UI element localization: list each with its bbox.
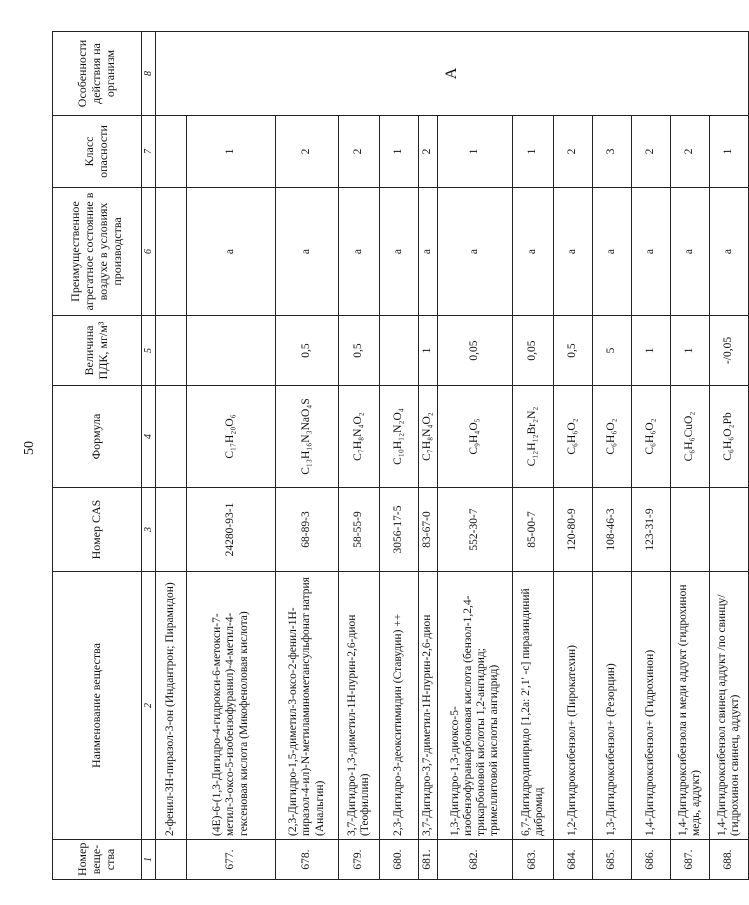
formula: C₁₇H₂₀O₆ bbox=[187, 386, 276, 488]
cas-number: 3056-17-5 bbox=[380, 488, 419, 572]
pdk-value: 0,05 bbox=[513, 316, 554, 386]
table-row bbox=[419, 32, 438, 880]
column-index: 8 bbox=[142, 32, 156, 116]
table-row bbox=[276, 32, 339, 880]
cas-number: 83-67-0 bbox=[419, 488, 438, 572]
aggregate-state: а bbox=[671, 188, 710, 316]
column-index: 6 bbox=[142, 188, 156, 316]
substance-name: 1,4-Дигидроксибензола и меди аддукт (гидрохинон медь, аддукт) bbox=[671, 572, 710, 840]
substance-name: 1,2-Дигидроксибензол+ (Пирокатехин) bbox=[554, 572, 593, 840]
substance-name: 3,7-Дигидро-3,7-диметил-1Н-пурин-2,6-дион bbox=[419, 572, 438, 840]
substance-name: 2,3-Дигидро-3-деокситимидин (Ставудин) ++ bbox=[380, 572, 419, 840]
hazard-class: 2 bbox=[554, 116, 593, 188]
effect-cell: А bbox=[156, 32, 749, 116]
header-name: Наименование вещества bbox=[53, 572, 142, 840]
cas-number: 120-80-9 bbox=[554, 488, 593, 572]
hazard-class: 1 bbox=[380, 116, 419, 188]
aggregate-state: а bbox=[593, 188, 632, 316]
hazard-class: 3 bbox=[593, 116, 632, 188]
hazard-class: 2 bbox=[632, 116, 671, 188]
substance-name: (4Е)-6-(1,3-Дигидро-4-гидрокси-6-метокси-7-метил-3-оксо-5-изобензофуранил)-4-метил-4-гексеновая кислота (Микофеноловая кислота) bbox=[187, 572, 276, 840]
cas-number: 68-89-3 bbox=[276, 488, 339, 572]
pdk-value: 1 bbox=[419, 316, 438, 386]
column-index: 7 bbox=[142, 116, 156, 188]
aggregate-state: а bbox=[632, 188, 671, 316]
column-index: 4 bbox=[142, 386, 156, 488]
substance-number: 685. bbox=[593, 840, 632, 880]
hazard-class: 2 bbox=[419, 116, 438, 188]
table-row bbox=[671, 32, 710, 880]
substance-number: 682. bbox=[438, 840, 513, 880]
hazard-class: 1 bbox=[710, 116, 749, 188]
column-index: 5 bbox=[142, 316, 156, 386]
formula: C₆H₆CuO₂ bbox=[671, 386, 710, 488]
column-index: 3 bbox=[142, 488, 156, 572]
substance-number: 677. bbox=[187, 840, 276, 880]
formula: C₆H₆O₂Pb bbox=[710, 386, 749, 488]
table-row bbox=[710, 32, 749, 880]
aggregate-state: а bbox=[339, 188, 380, 316]
substance-number: 686. bbox=[632, 840, 671, 880]
cas-number: 85-00-7 bbox=[513, 488, 554, 572]
pdk-value bbox=[187, 316, 276, 386]
substance-number: 678. bbox=[276, 840, 339, 880]
header-state: Преимущественное агрегатное состояние в воздухе в условиях производства bbox=[53, 188, 142, 316]
table-row-continuation bbox=[156, 32, 187, 880]
table-row bbox=[187, 32, 276, 880]
substance-number: 680. bbox=[380, 840, 419, 880]
substances-table bbox=[52, 31, 749, 880]
header-formula: Формула bbox=[53, 386, 142, 488]
aggregate-state: а bbox=[187, 188, 276, 316]
formula: C₆H₆O₂ bbox=[593, 386, 632, 488]
formula: C₁₃H₁₆N₃NaO₄S bbox=[276, 386, 339, 488]
formula: C₇H₈N₄O₂ bbox=[419, 386, 438, 488]
aggregate-state: а bbox=[513, 188, 554, 316]
hazard-class: 2 bbox=[276, 116, 339, 188]
column-index-row bbox=[142, 32, 156, 880]
substance-name: (2,3-Дигидро-1,5-диметил-3-оксо-2-фенил-1Н-пиразол-4-ил)-N-метиламинометансульфонат натрия (Анальгин) bbox=[276, 572, 339, 840]
page-number: 50 bbox=[22, 441, 37, 455]
hazard-class: 1 bbox=[187, 116, 276, 188]
aggregate-state: а bbox=[438, 188, 513, 316]
header-cas: Номер CAS bbox=[53, 488, 142, 572]
substance-number bbox=[156, 840, 187, 880]
table-header-row bbox=[53, 32, 142, 880]
column-index: 2 bbox=[142, 572, 156, 840]
substance-number: 679. bbox=[339, 840, 380, 880]
substance-name: 6,7-Дигидродипиридо [1,2а: 2',1' -с] пиразиндиний дибромид bbox=[513, 572, 554, 840]
table-row bbox=[554, 32, 593, 880]
hazard-class: 1 bbox=[438, 116, 513, 188]
pdk-value: 0,5 bbox=[276, 316, 339, 386]
header-number: Номер веще-ства bbox=[53, 840, 142, 880]
substance-name: 1,4-Дигидроксибензол свинец аддукт /по свинцу/ (гидрохинон свинец, аддукт) bbox=[710, 572, 749, 840]
hazard-class: 1 bbox=[513, 116, 554, 188]
substance-name: 1,4-Дигидроксибензол+ (Гидрохинон) bbox=[632, 572, 671, 840]
table-row bbox=[380, 32, 419, 880]
hazard-class: 2 bbox=[671, 116, 710, 188]
substance-name: 1,3-Дигидро-1,3-диоксо-5- изобензофуранкарбоновая кислота (бензол-1,2,4-трикарбоновой кислоты 1,2-ангидрид; тримеллитовой кислоты ангидрид) bbox=[438, 572, 513, 840]
aggregate-state: а bbox=[419, 188, 438, 316]
substance-number: 688. bbox=[710, 840, 749, 880]
table-row bbox=[632, 32, 671, 880]
pdk-value: 0,5 bbox=[339, 316, 380, 386]
formula: C₇H₈N₄O₂ bbox=[339, 386, 380, 488]
formula: C₁₂H₁₂Br₂N₂ bbox=[513, 386, 554, 488]
aggregate-state: а bbox=[380, 188, 419, 316]
table-row bbox=[593, 32, 632, 880]
substance-name: 3,7-Дигидро-1,3-диметил-1Н-пурин-2,6-дион (Теофиллин) bbox=[339, 572, 380, 840]
cas-number: 58-55-9 bbox=[339, 488, 380, 572]
table-row bbox=[339, 32, 380, 880]
hazard-class: 2 bbox=[339, 116, 380, 188]
formula: C₆H₆O₂ bbox=[554, 386, 593, 488]
header-pdk: Величина ПДК, мг/м³ bbox=[53, 316, 142, 386]
substance-number: 681. bbox=[419, 840, 438, 880]
substance-number: 683. bbox=[513, 840, 554, 880]
aggregate-state: а bbox=[276, 188, 339, 316]
pdk-value: -/0,05 bbox=[710, 316, 749, 386]
column-index: 1 bbox=[142, 840, 156, 880]
header-effect: Особенности действия на организм bbox=[53, 32, 142, 116]
cas-number: 24280-93-1 bbox=[187, 488, 276, 572]
formula: C₉H₄O₅ bbox=[438, 386, 513, 488]
table-row bbox=[513, 32, 554, 880]
cas-number bbox=[671, 488, 710, 572]
pdk-value: 0,5 bbox=[554, 316, 593, 386]
header-class: Класс опасности bbox=[53, 116, 142, 188]
table-row bbox=[438, 32, 513, 880]
substance-name: 1,3-Дигидроксибензол+ (Резорцин) bbox=[593, 572, 632, 840]
substance-name: 2-фенил-3Н-пиразол-3-он (Индантрон; Пирамидон) bbox=[156, 572, 187, 840]
substance-number: 687. bbox=[671, 840, 710, 880]
cas-number bbox=[710, 488, 749, 572]
cas-number: 108-46-3 bbox=[593, 488, 632, 572]
cas-number: 123-31-9 bbox=[632, 488, 671, 572]
formula: C₁₀H₁₂N₂O₄ bbox=[380, 386, 419, 488]
substance-number: 684. bbox=[554, 840, 593, 880]
pdk-value: 5 bbox=[593, 316, 632, 386]
pdk-value: 1 bbox=[632, 316, 671, 386]
formula: C₆H₆O₂ bbox=[632, 386, 671, 488]
rotated-table-page bbox=[52, 32, 741, 880]
cas-number: 552-30-7 bbox=[438, 488, 513, 572]
aggregate-state: а bbox=[554, 188, 593, 316]
aggregate-state: а bbox=[710, 188, 749, 316]
pdk-value: 0,05 bbox=[438, 316, 513, 386]
pdk-value: 1 bbox=[671, 316, 710, 386]
pdk-value bbox=[380, 316, 419, 386]
